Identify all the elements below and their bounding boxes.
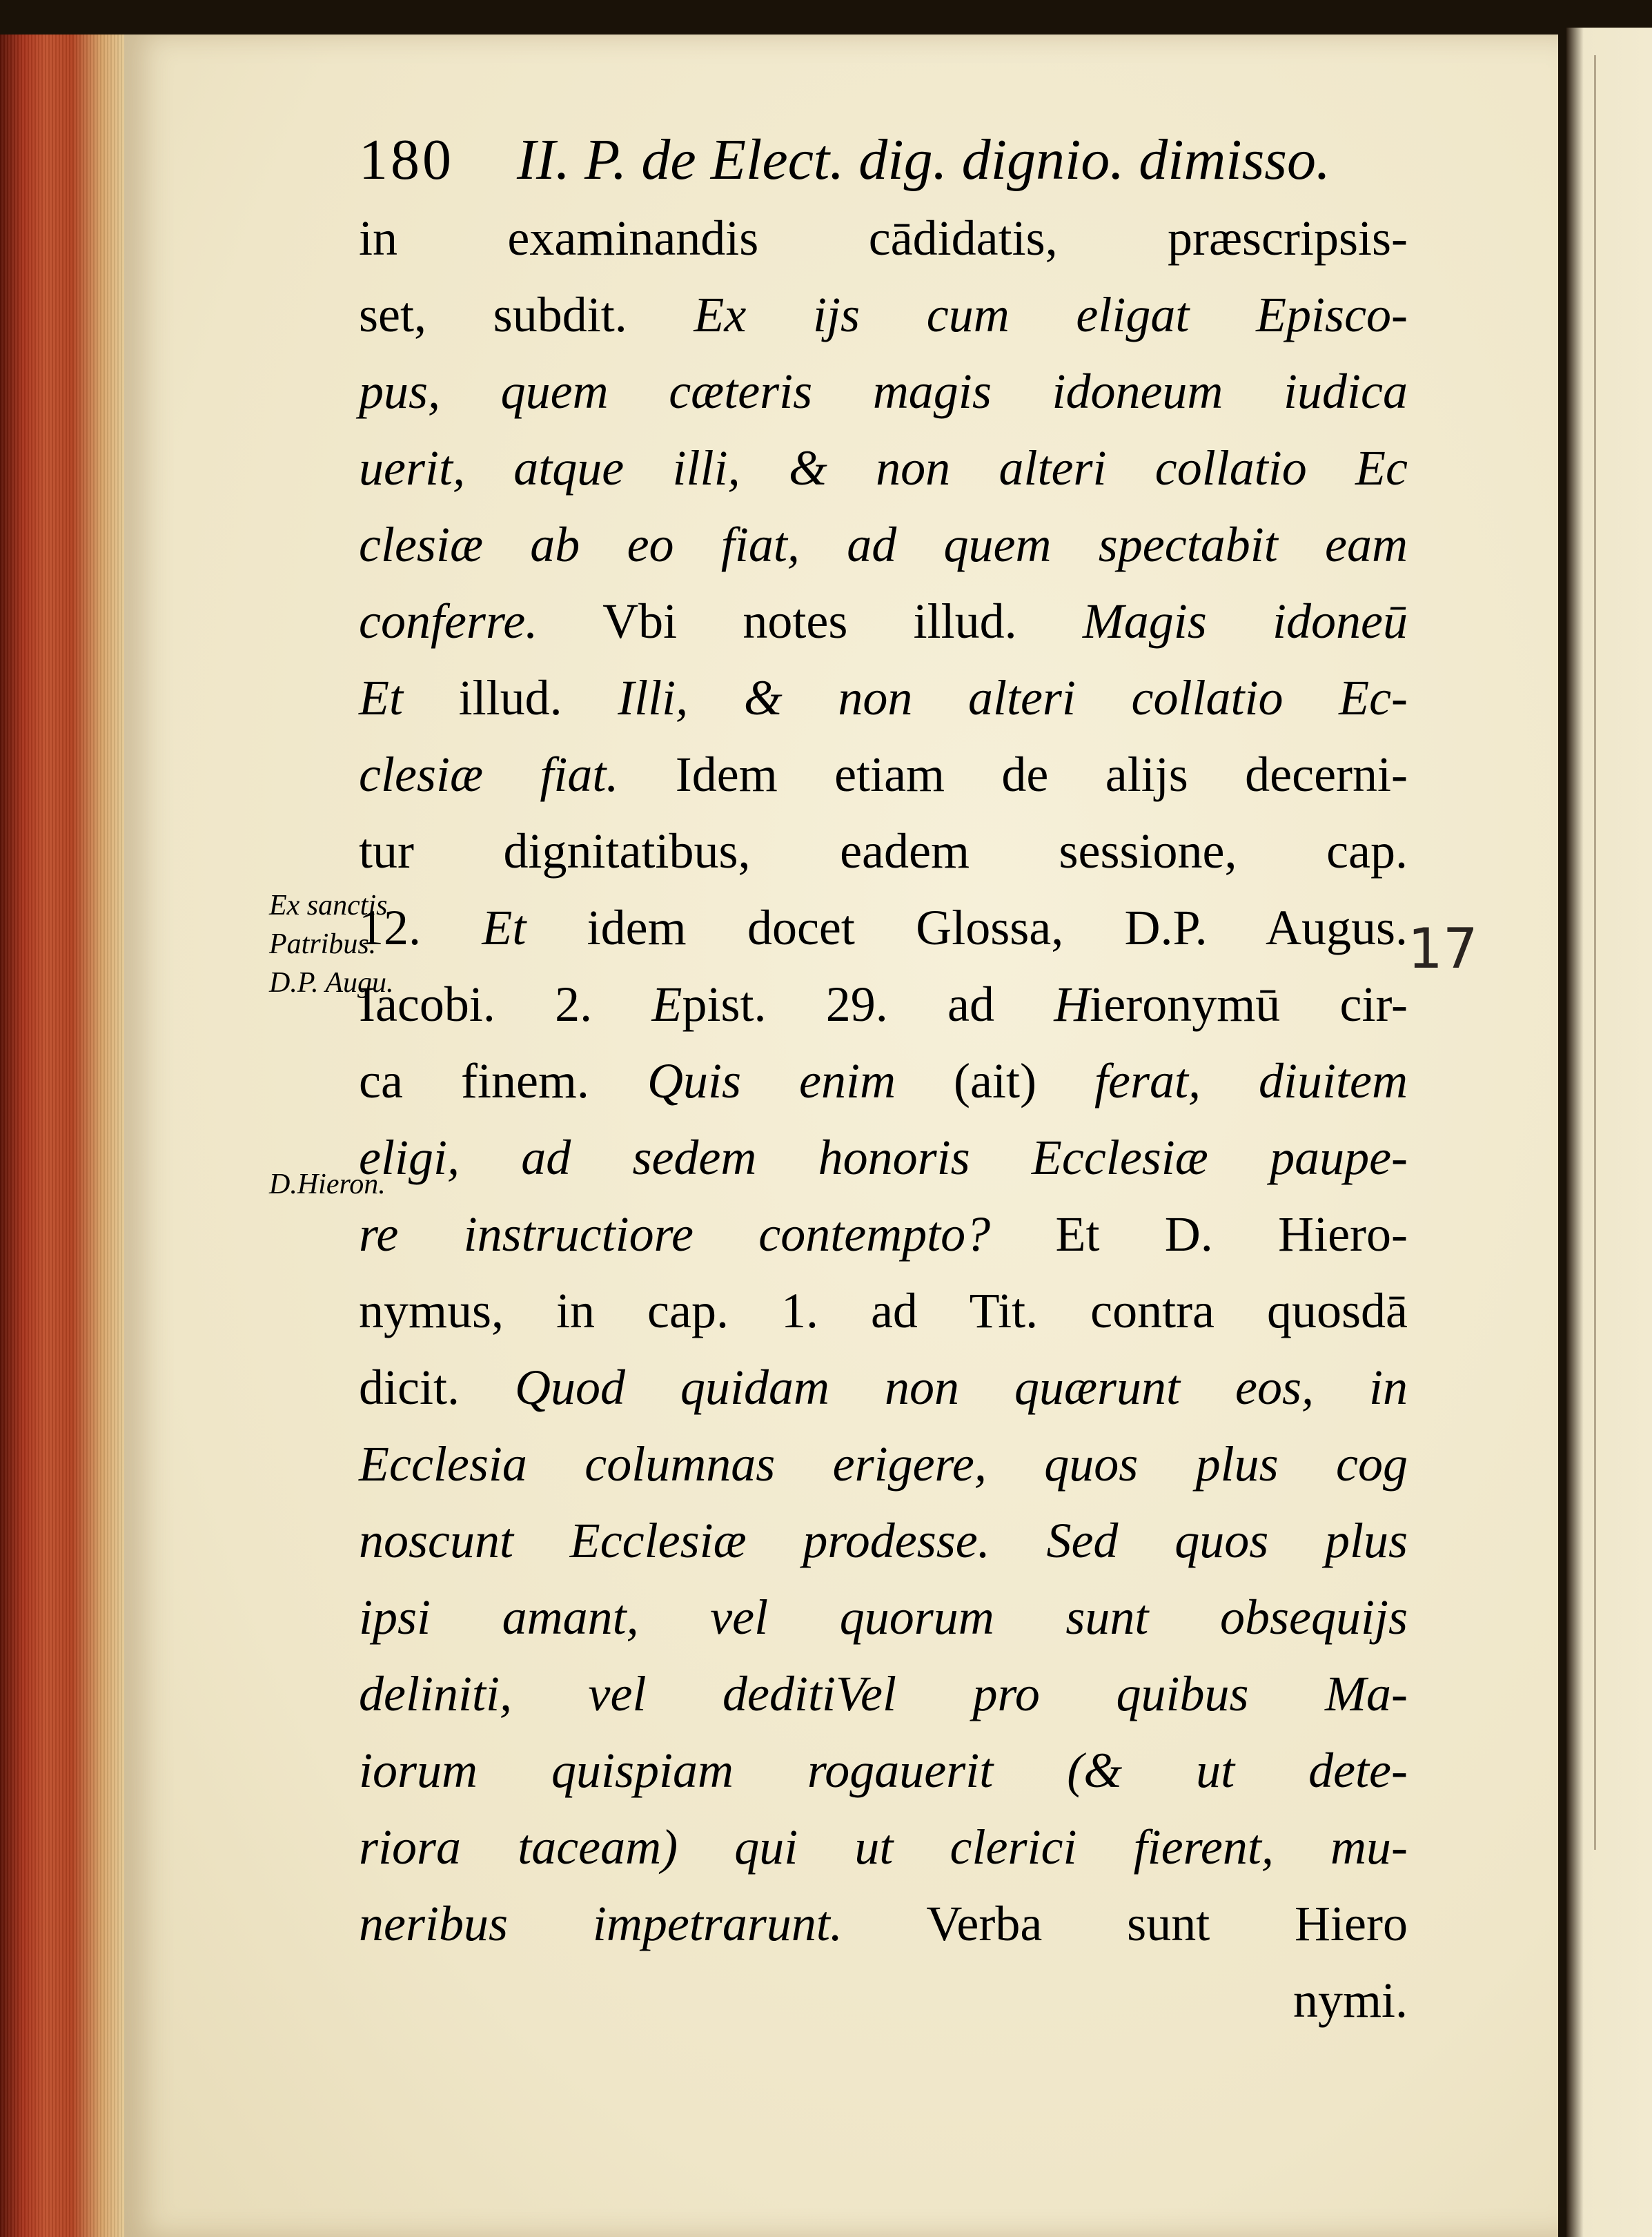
text-line [359,890,1408,966]
italic-text-span: Ex ijs cum eligat Episco- [694,287,1408,342]
text-line [359,966,1408,1043]
roman-text-span: (ait) [895,1053,1094,1108]
italic-text-span: H [1054,977,1090,1032]
italic-text-span: clesiæ ab eo fiat, ad quem spectabit eam [359,517,1408,572]
italic-text-span: Et [482,900,527,955]
roman-text-span: idem docet Glossa, D.P. Augus. [526,900,1408,955]
italic-text-span: clesiæ fiat. [359,747,619,802]
italic-text-span: ferat, diuitem [1094,1053,1408,1108]
italic-text-span: riora taceam) qui ut clerici fierent, mu- [359,1819,1408,1875]
roman-text-span: illud. [458,670,618,725]
roman-text-span: Verba sunt Hiero [842,1896,1408,1951]
text-line [359,1196,1408,1273]
roman-text-span: Idem etiam de alijs decerni- [618,747,1408,802]
margin-note-patribus: Patribus. [269,928,377,960]
text-line [359,1579,1408,1656]
text-line [359,813,1408,890]
roman-text-span: pist. 29. ad [682,977,1054,1032]
margin-note-ex-sanctis: Ex sanctis [269,890,388,921]
margin-note-hieronymus: D.Hieron. [269,1169,386,1200]
italic-text-span: noscunt Ecclesiæ prodesse. Sed quos plus [359,1513,1408,1568]
roman-text-span: in examinandis cādidatis, præscripsis- [359,211,1408,266]
text-line [359,277,1408,353]
italic-text-span: Ecclesia columnas erigere, quos plus cog [359,1436,1408,1492]
text-line [359,200,1408,277]
roman-text-span: nymus, in cap. 1. ad Tit. contra quosdā [359,1283,1408,1338]
page-fold-line [1594,55,1596,1850]
italic-text-span: deliniti, vel deditiVel pro quibus Ma- [359,1666,1408,1721]
italic-text-span: neribus impetrarunt. [359,1896,843,1951]
italic-text-span: Magis idoneū [1082,594,1408,649]
italic-text-span: uerit, atque illi, & non alteri collatio Ec [359,440,1408,496]
page-number: 180 [359,128,454,192]
text-line [359,1273,1408,1349]
text-line [359,1120,1408,1196]
italic-text-span: Quod quidam non quærunt eos, in [514,1360,1408,1415]
roman-text-span: Vbi notes illud. [538,594,1083,649]
text-line [359,1732,1408,1809]
italic-text-span: iorum quispiam rogauerit (& ut dete- [359,1743,1408,1798]
text-line [359,353,1408,430]
roman-text-span: tur dignitatibus, eadem sessione, cap. [359,823,1408,879]
text-line [359,1962,1408,2039]
italic-text-span: Illi, & non alteri collatio Ec- [618,670,1408,725]
text-line [359,1043,1408,1120]
body-text [359,200,1408,2039]
text-line [359,1886,1408,1962]
roman-text-span: dicit. [359,1360,515,1415]
italic-text-span: Quis enim [647,1053,896,1108]
book-fore-edge [0,35,131,2237]
roman-text-span: ca finem. [359,1053,647,1108]
text-line [359,507,1408,583]
margin-note-augustinus: D.P. Augu. [269,967,394,999]
italic-text-span: pus, quem cæteris magis idoneum iudica [359,364,1408,419]
text-line [359,660,1408,736]
pencil-annotation-number: 17 [1408,917,1478,981]
italic-text-span: Et [359,670,459,725]
roman-text-span: Iacobi. 2. [359,977,652,1032]
italic-text-span: conferre. [359,594,538,649]
text-line [359,1349,1408,1426]
italic-text-span: re instructiore contempto? [359,1207,1056,1262]
italic-text-span: E [651,977,682,1032]
italic-text-span: eligi, ad sedem honoris Ecclesiæ paupe- [359,1130,1408,1185]
running-title: II. P. de Elect. dig. dignio. dimisso. [517,128,1330,192]
text-line [359,430,1408,507]
opposite-page-edge [1566,28,1652,2237]
text-line [359,1656,1408,1732]
text-line [359,583,1408,660]
text-line [359,1809,1408,1886]
roman-text-span: nymi. [1292,1973,1408,2028]
running-header [359,126,1394,195]
italic-text-span: ipsi amant, vel quorum sunt obsequijs [359,1590,1408,1645]
text-line [359,736,1408,813]
roman-text-span: ieronymū cir- [1090,977,1408,1032]
text-line [359,1503,1408,1579]
text-line [359,1426,1408,1503]
roman-text-span: set, subdit. [359,287,694,342]
roman-text-span: Et D. Hiero- [1055,1207,1408,1262]
roman-text-span: 12. [359,900,482,955]
